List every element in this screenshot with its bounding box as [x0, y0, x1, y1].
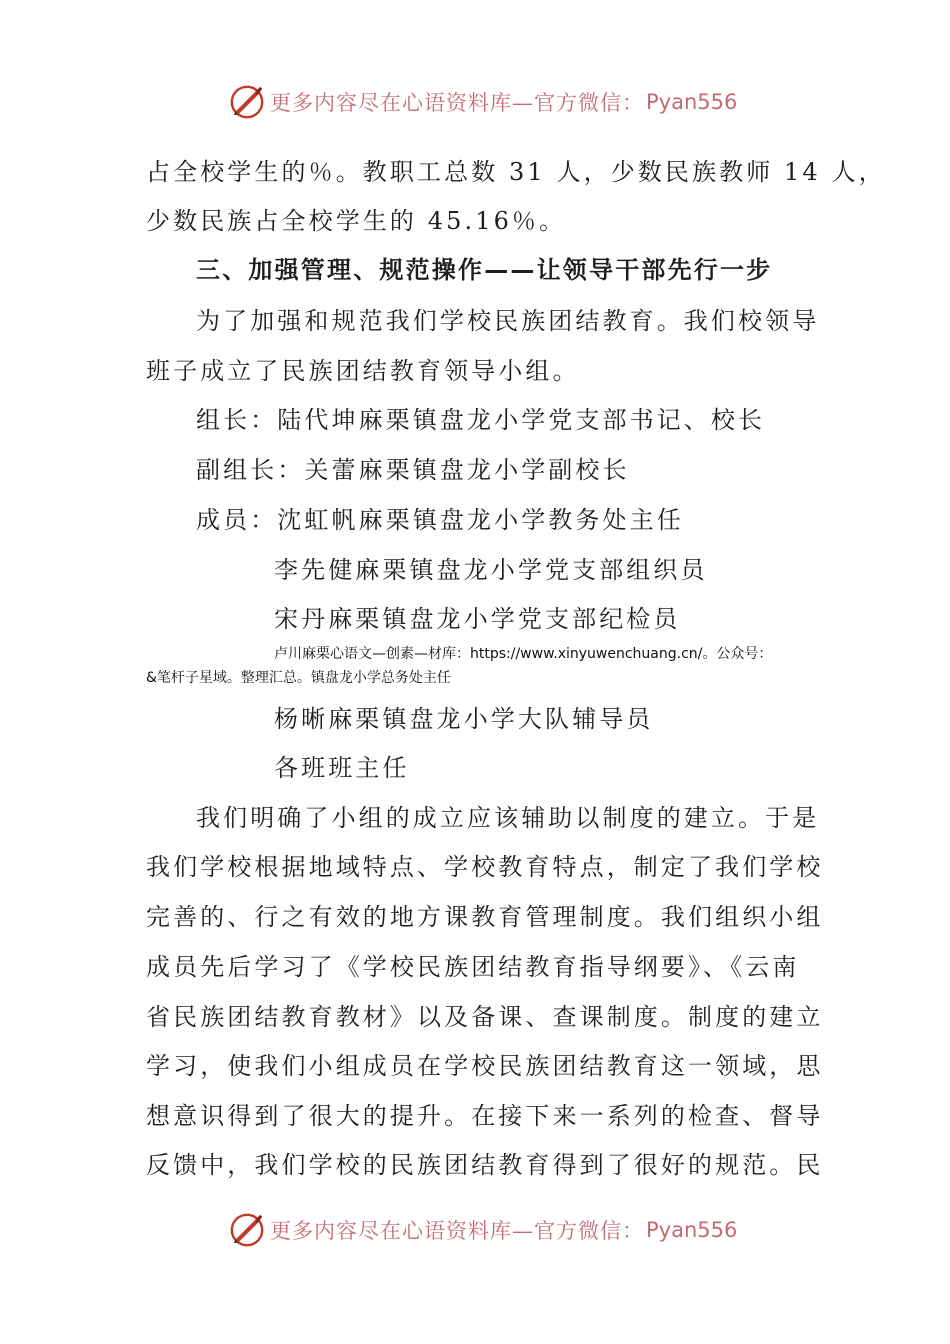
body-line-17: 省民族团结教育教材》以及备课、查课制度。制度的建立 [146, 1003, 824, 1031]
header-banner-wechat-id: Pyan556 [646, 90, 738, 114]
members-line-1: 成员：沈虹帆麻栗镇盘龙小学教务处主任 [196, 506, 684, 534]
footer-banner-wechat-id: Pyan556 [646, 1218, 738, 1242]
body-line-15: 完善的、行之有效的地方课教育管理制度。我们组织小组 [146, 903, 824, 931]
inserted-note-line-1: 卢川麻栗心语文—创素—材库：https://www.xinyuwenchuang.cn/。公众号： [274, 646, 773, 662]
body-line-14: 我们学校根据地域特点、学校教育特点，制定了我们学校 [146, 853, 824, 881]
body-line-2: 少数民族占全校学生的 45.16％。 [146, 207, 567, 235]
header-banner [228, 82, 748, 122]
inserted-note-line-2: &笔杆子星域。整理汇总。镇盘龙小学总务处主任 [146, 670, 451, 686]
section-heading: 三、加强管理、规范操作——让领导干部先行一步 [196, 256, 773, 284]
body-line-18: 学习，使我们小组成员在学校民族团结教育这一领域，思 [146, 1052, 824, 1080]
pen-logo-icon [228, 1211, 266, 1249]
members-line-5: 各班班主任 [274, 754, 410, 782]
body-line-19: 想意识得到了很大的提升。在接下来一系列的检查、督导 [146, 1102, 824, 1130]
deputy-leader-line: 副组长：关蕾麻栗镇盘龙小学副校长 [196, 456, 630, 484]
body-line-5: 班子成立了民族团结教育领导小组。 [146, 357, 580, 385]
leader-line: 组长：陆代坤麻栗镇盘龙小学党支部书记、校长 [196, 406, 766, 434]
body-line-13: 我们明确了小组的成立应该辅助以制度的建立。于是 [196, 804, 820, 832]
footer-banner-text: 更多内容尽在心语资料库—官方微信： [270, 1219, 644, 1243]
header-banner-text: 更多内容尽在心语资料库—官方微信： [270, 91, 644, 115]
body-line-16: 成员先后学习了《学校民族团结教育指导纲要》、《云南 [146, 953, 800, 981]
body-line-1: 占全校学生的％。教职工总数 31 人，少数民族教师 14 人， [146, 158, 886, 186]
body-line-4: 为了加强和规范我们学校民族团结教育。我们校领导 [196, 307, 820, 335]
members-line-4: 杨晰麻栗镇盘龙小学大队辅导员 [274, 705, 654, 733]
pen-logo-icon [228, 83, 266, 121]
footer-banner [228, 1210, 748, 1250]
body-line-20: 反馈中，我们学校的民族团结教育得到了很好的规范。民 [146, 1151, 824, 1179]
members-line-3: 宋丹麻栗镇盘龙小学党支部纪检员 [274, 605, 681, 633]
members-line-2: 李先健麻栗镇盘龙小学党支部组织员 [274, 556, 708, 584]
